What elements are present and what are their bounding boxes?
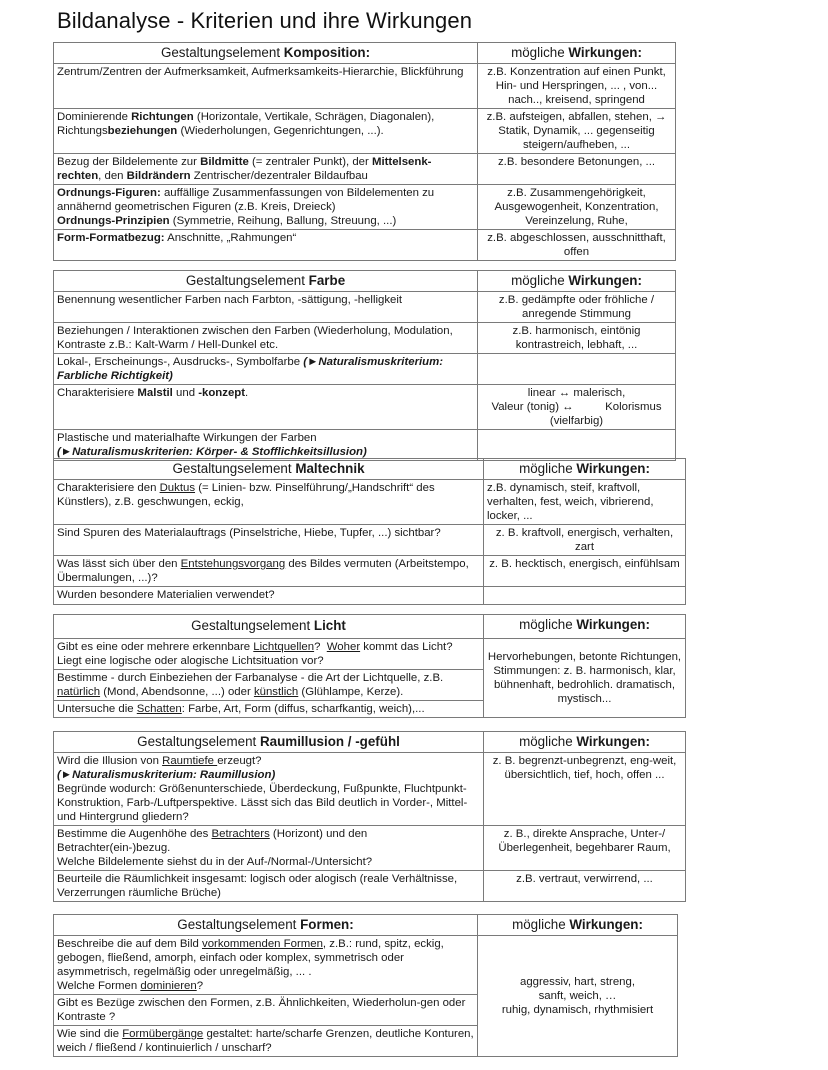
criterion-cell: Beschreibe die auf dem Bild vorkommenden Formen, z.B.: rund, spitz, eckig, gebogen, fließend, amorph, einfach oder komplex, symmetrisch oder asymmetrisch, regelmäßig oder unregelmäßig, ... . Welche Formen dominieren? xyxy=(54,936,478,995)
table-row xyxy=(54,354,676,385)
criterion-cell: Beurteile die Räumlichkeit insgesamt: logisch oder alogisch (reale Verhältnisse, Verzerrungen räumliche Brüche) xyxy=(54,871,484,902)
effects-header: mögliche Wirkungen: xyxy=(484,732,686,753)
effect-cell: z. B., direkte Ansprache, Unter-/ Überlegenheit, begehbarer Raum, xyxy=(484,826,686,871)
criteria-header: Gestaltungselement Licht xyxy=(54,615,484,639)
effects-header: mögliche Wirkungen: xyxy=(484,459,686,480)
criterion-cell: Wurden besondere Materialien verwendet? xyxy=(54,587,484,605)
table-header xyxy=(54,615,686,639)
effect-cell: z.B. Konzentration auf einen Punkt, Hin- und Herspringen, ... , von... nach.., kreisend, springend xyxy=(478,64,676,109)
table-formen xyxy=(53,914,678,1057)
effect-cell xyxy=(478,430,676,461)
effect-cell: z. B. begrenzt-unbegrenzt, eng-weit, übersichtlich, tief, hoch, offen ... xyxy=(484,753,686,826)
table-raumillusion xyxy=(53,731,686,902)
effect-cell: z.B. aufsteigen, abfallen, stehen, → Statik, Dynamik, ... gegenseitig steigern/aufheben, ... xyxy=(478,109,676,154)
effect-cell xyxy=(484,587,686,605)
table-row xyxy=(54,556,686,587)
criterion-cell: Sind Spuren des Materialauftrags (Pinselstriche, Hiebe, Tupfer, ...) sichtbar? xyxy=(54,525,484,556)
table-licht xyxy=(53,614,686,718)
criterion-cell: Bestimme die Augenhöhe des Betrachters (Horizont) und den Betrachter(ein-)bezug. Welche Bildelemente siehst du in der Auf-/Normal-/Untersicht? xyxy=(54,826,484,871)
criterion-cell: Beziehungen / Interaktionen zwischen den Farben (Wiederholung, Modulation, Kontraste z.B.: Kalt-Warm / Hell-Dunkel etc. xyxy=(54,323,478,354)
criteria-header: Gestaltungselement Farbe xyxy=(54,271,478,292)
criterion-cell: Wird die Illusion von Raumtiefe erzeugt? (►Naturalismuskriterium: Raumillusion) Begründe wodurch: Größenunterschiede, Überdeckung, Fußpunkte, Fluchtpunkt-Konstruktion, Farb-/Luftperspektive. Lässt sich das Bild deutlich in Vorder-, Mittel- und Hintergrund gliedern? xyxy=(54,753,484,826)
effect-cell: z.B. gedämpfte oder fröhliche / anregende Stimmung xyxy=(478,292,676,323)
effect-cell: aggressiv, hart, streng, sanft, weich, … ruhig, dynamisch, rhythmisiert xyxy=(478,936,678,1057)
effect-cell: z. B. hecktisch, energisch, einfühlsam xyxy=(484,556,686,587)
table-row xyxy=(54,185,676,230)
table-header xyxy=(54,271,676,292)
criterion-cell: Lokal-, Erscheinungs-, Ausdrucks-, Symbolfarbe (►Naturalismuskriterium: Farbliche Richtigkeit) xyxy=(54,354,478,385)
table-row xyxy=(54,587,686,605)
criterion-cell: Untersuche die Schatten: Farbe, Art, Form (diffus, scharfkantig, weich),... xyxy=(54,701,484,718)
criteria-header: Gestaltungselement Formen: xyxy=(54,915,478,936)
table-row xyxy=(54,64,676,109)
page-title: Bildanalyse - Kriterien und ihre Wirkungen xyxy=(57,8,473,33)
criterion-cell: Charakterisiere Malstil und -konzept. xyxy=(54,385,478,430)
criteria-header: Gestaltungselement Raumillusion / -gefühl xyxy=(54,732,484,753)
effect-cell: z.B. besondere Betonungen, ... xyxy=(478,154,676,185)
table-header xyxy=(54,915,678,936)
table-row xyxy=(54,480,686,525)
effect-cell xyxy=(478,354,676,385)
criteria-header: Gestaltungselement Maltechnik xyxy=(54,459,484,480)
criterion-cell: Benennung wesentlicher Farben nach Farbton, -sättigung, -helligkeit xyxy=(54,292,478,323)
effects-header: mögliche Wirkungen: xyxy=(478,43,676,64)
criterion-cell: Dominierende Richtungen (Horizontale, Vertikale, Schrägen, Diagonalen), Richtungsbeziehungen (Wiederholungen, Gegenrichtungen, ...). xyxy=(54,109,478,154)
effect-cell: Hervorhebungen, betonte Richtungen, Stimmungen: z. B. harmonisch, klar, bühnenhaft, bedrohlich. dramatisch, mystisch... xyxy=(484,639,686,718)
table-row xyxy=(54,323,676,354)
effect-cell: z. B. kraftvoll, energisch, verhalten, zart xyxy=(484,525,686,556)
table-farbe xyxy=(53,270,676,461)
effects-header: mögliche Wirkungen: xyxy=(484,615,686,639)
table-header xyxy=(54,732,686,753)
effects-header: mögliche Wirkungen: xyxy=(478,271,676,292)
criterion-cell: Form-Formatbezug: Anschnitte, „Rahmungen“ xyxy=(54,230,478,261)
table-row xyxy=(54,525,686,556)
table-header xyxy=(54,43,676,64)
effect-cell: z.B. abgeschlossen, ausschnitthaft, offen xyxy=(478,230,676,261)
table-row xyxy=(54,826,686,871)
effect-cell: z.B. harmonisch, eintönig kontrastreich, lebhaft, ... xyxy=(478,323,676,354)
table-row xyxy=(54,639,686,670)
table-row xyxy=(54,230,676,261)
table-maltechnik xyxy=(53,458,686,605)
effect-cell: z.B. Zusammengehörigkeit, Ausgewogenheit, Konzentration, Vereinzelung, Ruhe, xyxy=(478,185,676,230)
criterion-cell: Bestimme - durch Einbeziehen der Farbanalyse - die Art der Lichtquelle, z.B. natürlich (Mond, Abendsonne, ...) oder künstlich (Glühlampe, Kerze). xyxy=(54,670,484,701)
table-row xyxy=(54,753,686,826)
criterion-cell: Gibt es Bezüge zwischen den Formen, z.B. Ähnlichkeiten, Wiederholun-gen oder Kontraste ? xyxy=(54,995,478,1026)
effects-header: mögliche Wirkungen: xyxy=(478,915,678,936)
table-row xyxy=(54,936,678,995)
effect-cell: linear ↔ malerisch, Valeur (tonig) ↔ Kolorismus (vielfarbig) xyxy=(478,385,676,430)
criterion-cell: Charakterisiere den Duktus (= Linien- bzw. Pinselführung/„Handschrift“ des Künstlers), z.B. geschwungen, eckig, xyxy=(54,480,484,525)
table-row xyxy=(54,154,676,185)
table-row xyxy=(54,430,676,461)
table-row xyxy=(54,109,676,154)
table-komposition xyxy=(53,42,676,261)
effect-cell: z.B. dynamisch, steif, kraftvoll, verhalten, fest, weich, vibrierend, locker, ... xyxy=(484,480,686,525)
criterion-cell: Zentrum/Zentren der Aufmerksamkeit, Aufmerksamkeits-Hierarchie, Blickführung xyxy=(54,64,478,109)
criterion-cell: Was lässt sich über den Entstehungsvorgang des Bildes vermuten (Arbeitstempo, Übermalungen, ...)? xyxy=(54,556,484,587)
criterion-cell: Plastische und materialhafte Wirkungen der Farben (►Naturalismuskriterien: Körper- & Stofflichkeitsillusion) xyxy=(54,430,478,461)
effect-cell: z.B. vertraut, verwirrend, ... xyxy=(484,871,686,902)
table-row xyxy=(54,292,676,323)
table-row xyxy=(54,871,686,902)
criteria-header: Gestaltungselement Komposition: xyxy=(54,43,478,64)
criterion-cell: Ordnungs-Figuren: auffällige Zusammenfassungen von Bildelementen zu annähernd geometrischen Figuren (z.B. Kreis, Dreieck) Ordnungs-Prinzipien (Symmetrie, Reihung, Ballung, Streuung, ...) xyxy=(54,185,478,230)
criterion-cell: Gibt es eine oder mehrere erkennbare Lichtquellen? Woher kommt das Licht? Liegt eine logische oder alogische Lichtsituation vor? xyxy=(54,639,484,670)
table-header xyxy=(54,459,686,480)
criterion-cell: Wie sind die Formübergänge gestaltet: harte/scharfe Grenzen, deutliche Konturen, weich / fließend / kontinuierlich / unscharf? xyxy=(54,1026,478,1057)
criterion-cell: Bezug der Bildelemente zur Bildmitte (= zentraler Punkt), der Mittelsenk-rechten, den Bildrändern Zentrischer/dezentraler Bildaufbau xyxy=(54,154,478,185)
table-row xyxy=(54,385,676,430)
